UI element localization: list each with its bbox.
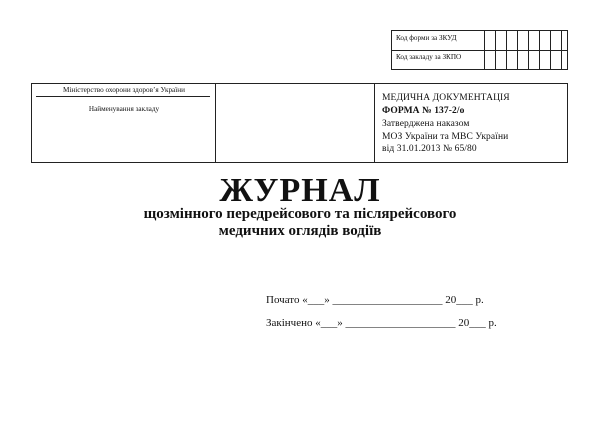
form-info-block xyxy=(374,84,567,162)
code-cell xyxy=(484,31,495,50)
code-cell xyxy=(495,31,506,50)
code-cell xyxy=(495,50,506,69)
finished-date: Закінчено «___» ____________________ 20___ р. xyxy=(266,317,497,329)
ministry-name: Міністерство охорони здоров’я України xyxy=(63,86,185,94)
started-date: Почато «___» ____________________ 20___ р. xyxy=(266,294,484,306)
code-cell xyxy=(550,50,561,69)
code-cell xyxy=(517,50,528,69)
journal-title: ЖУРНАЛ xyxy=(219,172,381,209)
code-cell xyxy=(550,31,561,50)
code-cell xyxy=(539,50,550,69)
code-cell xyxy=(528,50,539,69)
form-codes-box xyxy=(391,30,568,70)
code-cell xyxy=(539,31,550,50)
header-box xyxy=(31,83,568,163)
zkud-row xyxy=(392,31,567,51)
zkpo-cells xyxy=(484,50,572,69)
form-number: ФОРМА № 137-2/о xyxy=(382,106,465,116)
subtitle-line-2: медичних оглядів водіїв xyxy=(218,223,382,239)
zkpo-label: Код закладу за ЗКПО xyxy=(396,53,462,61)
approved-by: Затверджена наказом xyxy=(382,119,470,129)
zkpo-row xyxy=(392,50,567,69)
zkud-cells xyxy=(484,31,572,50)
code-cell xyxy=(561,31,572,50)
institution-label: Найменування закладу xyxy=(88,105,160,113)
zkud-label: Код форми за ЗКУД xyxy=(396,34,457,42)
ministry-underline xyxy=(36,96,210,97)
code-cell xyxy=(561,50,572,69)
subtitle-line-1: щозмінного передрейсового та післярейсового xyxy=(143,206,457,222)
ministries: МОЗ України та МВС України xyxy=(382,132,509,142)
code-cell xyxy=(517,31,528,50)
order-date: від 31.01.2013 № 65/80 xyxy=(382,144,477,154)
code-cell xyxy=(506,50,517,69)
code-cell xyxy=(484,50,495,69)
institution-block xyxy=(32,84,216,162)
code-cell xyxy=(528,31,539,50)
code-cell xyxy=(506,31,517,50)
doc-type: МЕДИЧНА ДОКУМЕНТАЦІЯ xyxy=(382,93,510,103)
